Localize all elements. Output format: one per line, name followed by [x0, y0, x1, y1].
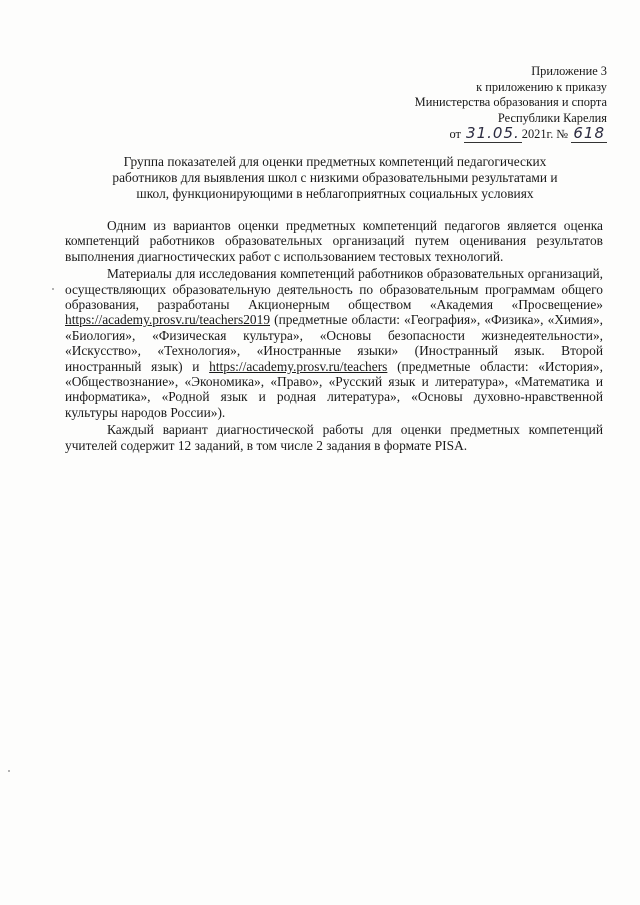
- handwritten-order-number: 618: [573, 124, 605, 143]
- paragraph-3: Каждый вариант диагностической работы для оценки предметных компетенций учителей содержит 12 заданий, в том числе 2 задания в формате PISA.: [65, 422, 603, 453]
- annex-ministry: Министерства образования и спорта: [414, 95, 607, 110]
- document-title: [70, 154, 600, 203]
- title-line-1: Группа показателей для оценки предметных компетенций педагогических: [123, 154, 547, 169]
- handwritten-date: 31.05.: [466, 124, 520, 143]
- annex-header: [307, 64, 607, 143]
- annex-date-line: [307, 126, 607, 143]
- date-prefix: от: [449, 127, 461, 142]
- paragraph-2: [65, 266, 603, 420]
- annex-title: Приложение 3: [531, 64, 607, 78]
- paragraph-2-part-a: Материалы для исследования компетенций работников образовательных организаций, осуществляющих образовательную деятельность по образовательным программам общего образования, разработаны Акционерным обществом «Академия «Просвещение»: [65, 266, 603, 313]
- paragraph-2-part-b: (предметные области: «География», «Физика», «Химия», «Биология», «Физическая культура», «Основы безопасности жизнедеятельности», «Искусство», «Технология», «Иностранные языки» (Иностранный язык. Второй иностранный язык) и: [65, 312, 603, 374]
- annex-reference: к приложению к приказу: [476, 79, 607, 94]
- academy-teachers-link[interactable]: https://academy.prosv.ru/teachers: [209, 358, 388, 374]
- paragraph-2-part-c: (предметные области: «История», «Обществознание», «Экономика», «Право», «Русский язык и литература», «Математика и информатика», «Родной язык и родная литература», «Основы духовно-нравственной культуры народов России»).: [65, 358, 603, 420]
- paragraph-1: Одним из вариантов оценки предметных компетенций педагогов является оценка компетенций работников образовательных организаций путем оценивания результатов выполнения диагностических работ с использованием тестовых технологий.: [65, 218, 603, 264]
- date-suffix: 2021г. №: [521, 127, 569, 142]
- annex-republic: Республики Карелия: [497, 110, 607, 125]
- title-line-3: школ, функционирующими в неблагоприятных социальных условиях: [136, 186, 534, 202]
- scan-speck: [52, 288, 54, 290]
- title-line-2: работников для выявления школ с низкими образовательными результатами и: [112, 170, 558, 186]
- document-body: [65, 218, 603, 453]
- scan-speck: [8, 770, 10, 772]
- academy-teachers2019-link[interactable]: https://academy.prosv.ru/teachers2019: [65, 312, 271, 328]
